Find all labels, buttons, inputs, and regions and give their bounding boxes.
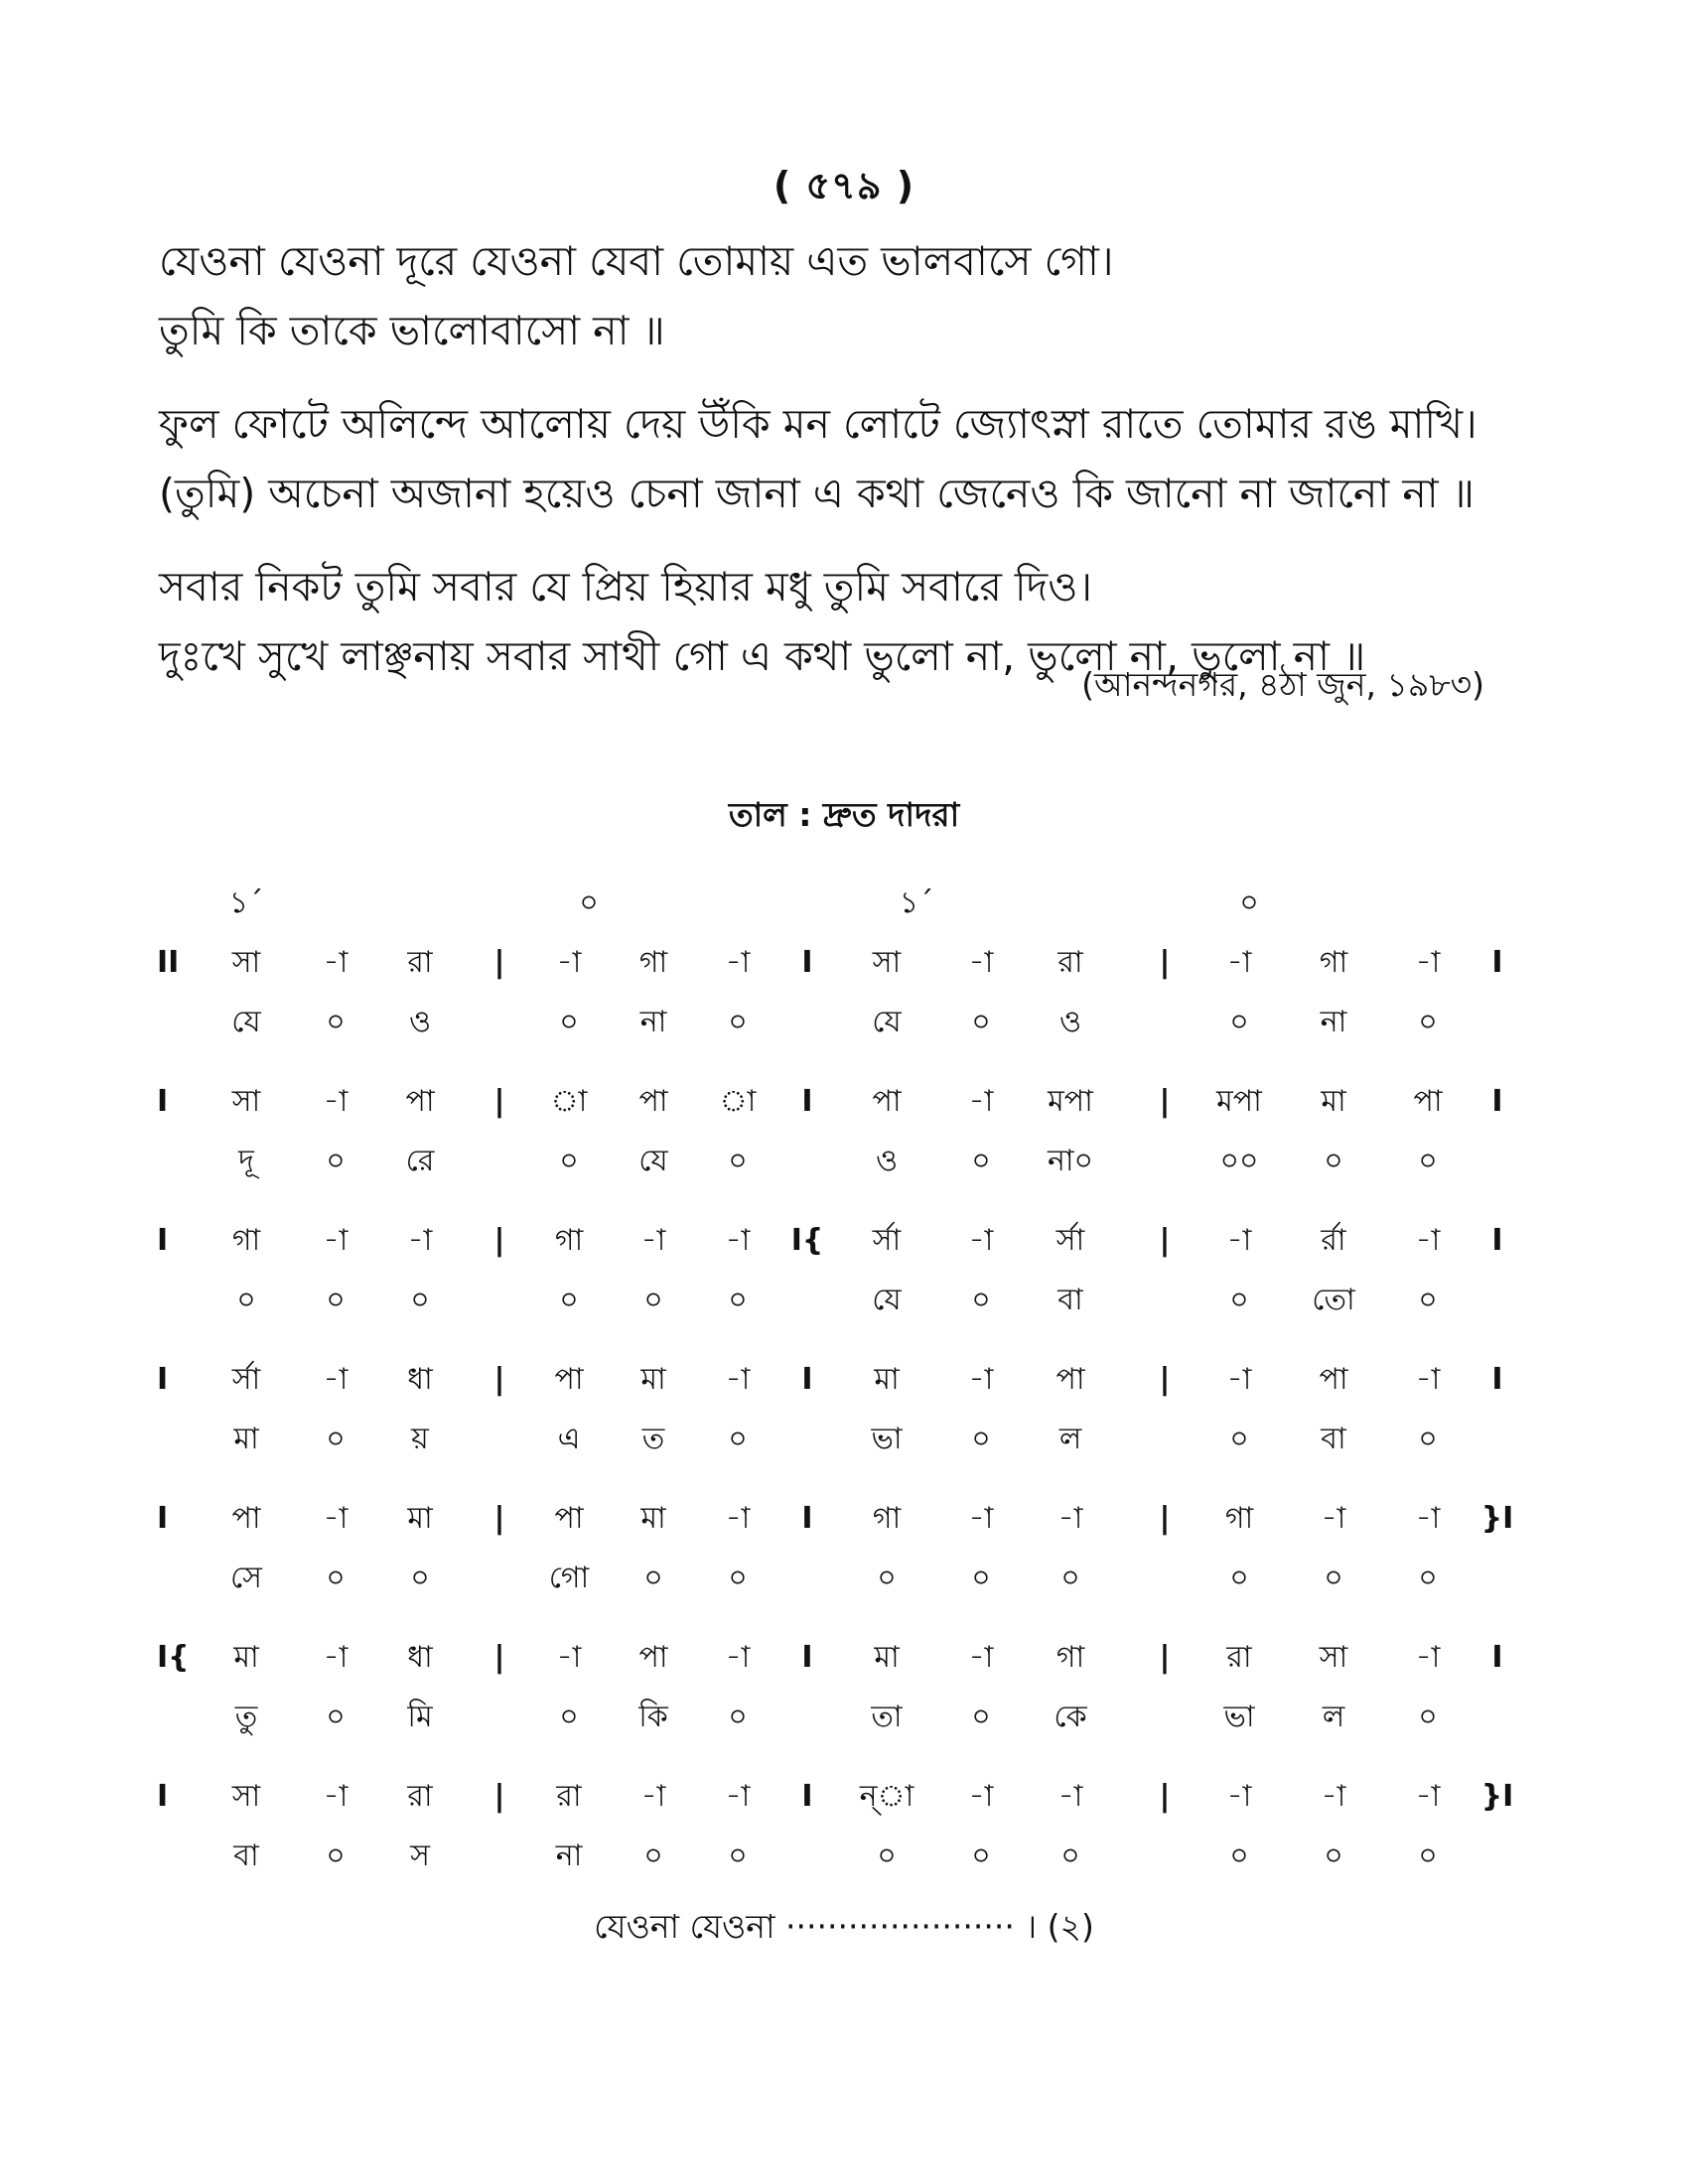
swara-cell: -া <box>725 1362 751 1397</box>
syllable-line <box>157 1827 1547 1886</box>
syllable-cell: যে <box>872 1283 902 1317</box>
syllable-cell: দূ <box>238 1144 254 1178</box>
syllable-cell: ০ <box>728 1005 748 1039</box>
lyrics-block <box>159 226 1569 715</box>
syllable-cell: ০ <box>728 1422 748 1456</box>
swara-cell: সা <box>231 1084 261 1119</box>
bar-open: I <box>157 1362 169 1397</box>
syllable-cell: ০ <box>1060 1561 1080 1595</box>
syllable-cell: ০ <box>1229 1283 1249 1317</box>
swara-line <box>157 933 1547 993</box>
syllable-cell: ০ <box>1418 1700 1438 1734</box>
syllable-line <box>157 1271 1547 1330</box>
swara-cell: া <box>550 1084 588 1119</box>
swara-cell: -া <box>1415 1501 1441 1536</box>
swara-cell: -া <box>1321 1779 1346 1814</box>
bar-divider: | <box>1159 1501 1171 1536</box>
swara-cell: মা <box>874 1640 900 1675</box>
bar-divider: I <box>801 1501 813 1536</box>
bar-divider: I{ <box>790 1223 824 1258</box>
syllable-cell: ০ <box>971 1561 991 1595</box>
syllable-cell: ০ <box>971 1144 991 1178</box>
footer-reference: যেওনা যেওনা ······················ । (২) <box>594 1907 1094 1946</box>
syllable-cell: বা <box>233 1839 259 1873</box>
notation-row <box>157 1350 1547 1469</box>
swara-cell: -া <box>323 1640 349 1675</box>
swara-cell: -া <box>323 1223 349 1258</box>
syllable-cell: বা <box>1057 1283 1083 1317</box>
swara-cell: রা <box>556 1779 582 1814</box>
swara-cell: -া <box>725 1779 751 1814</box>
lyric-line: সবার নিকট তুমি সবার যে প্রিয় হিয়ার মধু তুমি সবারে দিও। <box>159 563 1093 611</box>
syllable-cell: ০ <box>326 1700 346 1734</box>
syllable-cell: ০ <box>1060 1839 1080 1873</box>
syllable-cell: ০ <box>1324 1561 1343 1595</box>
syllable-cell: ০ <box>877 1839 897 1873</box>
swara-cell: -া <box>968 1779 994 1814</box>
swara-line <box>157 1767 1547 1827</box>
syllable-cell: ০ <box>326 1839 346 1873</box>
syllable-cell: ০ <box>1418 1283 1438 1317</box>
syllable-cell: যে <box>231 1005 261 1039</box>
bar-open: I <box>157 1084 169 1119</box>
lyric-line: তুমি কি তাকে ভালোবাসো না ॥ <box>159 307 665 354</box>
syllable-cell: ও <box>408 1005 432 1039</box>
syllable-cell: তো <box>1312 1283 1355 1317</box>
syllable-line <box>157 1688 1547 1747</box>
bar-divider: | <box>493 1640 505 1675</box>
bar-divider: | <box>493 1223 505 1258</box>
bar-open: I{ <box>157 1640 190 1675</box>
swara-cell: -া <box>1321 1501 1346 1536</box>
bar-close: }I <box>1480 1779 1514 1814</box>
syllable-cell: ত <box>641 1422 665 1456</box>
syllable-cell: ০ <box>728 1144 748 1178</box>
swara-cell: -া <box>968 1501 994 1536</box>
swara-cell: মা <box>640 1501 666 1536</box>
swara-cell: পা <box>231 1501 261 1536</box>
syllable-cell: ০ <box>728 1839 748 1873</box>
swara-cell: -া <box>1226 1779 1252 1814</box>
syllable-cell: ০ <box>971 1839 991 1873</box>
syllable-cell: ০ <box>410 1561 430 1595</box>
swara-cell: -া <box>1057 1779 1083 1814</box>
swara-cell: সা <box>231 945 261 980</box>
lyric-line: ফুল ফোটে অলিন্দে আলোয় দেয় উঁকি মন লোটে জ্যোৎস্না রাতে তোমার রঙ মাখি। <box>159 400 1477 448</box>
syllable-cell: তু <box>234 1700 258 1734</box>
swara-cell: -া <box>1057 1501 1083 1536</box>
swara-cell: গা <box>1055 1640 1085 1675</box>
dateline: (আনন্দনগর, ৪ঠা জুন, ১৯৮৩) <box>1081 665 1484 704</box>
syllable-cell: বা <box>1321 1422 1346 1456</box>
swara-cell: পা <box>1319 1362 1348 1397</box>
swara-cell: পা <box>1055 1362 1085 1397</box>
bar-divider: | <box>493 945 505 980</box>
swara-cell: রা <box>407 945 433 980</box>
swara-cell: রা <box>1057 945 1083 980</box>
syllable-cell: ০ <box>326 1422 346 1456</box>
syllable-cell: যে <box>638 1144 668 1178</box>
swara-cell: -া <box>1415 1362 1441 1397</box>
swara-cell: মা <box>407 1501 433 1536</box>
syllable-cell: ০ <box>559 1005 579 1039</box>
bar-divider: I <box>801 1640 813 1675</box>
swara-cell: -া <box>640 1779 666 1814</box>
lyric-line: যেওনা যেওনা দূরে যেওনা যেবা তোমায় এত ভালবাসে গো। <box>159 237 1114 285</box>
beat-mark: ১´ <box>899 886 934 920</box>
swara-cell: পা <box>554 1501 584 1536</box>
syllable-cell: ০ <box>1324 1839 1343 1873</box>
bar-divider: | <box>493 1084 505 1119</box>
swara-cell: -া <box>323 1779 349 1814</box>
syllable-cell: না০ <box>1047 1144 1094 1178</box>
notation-row <box>157 1489 1547 1608</box>
tala-heading: তাল : দ্রুত দাদরা <box>728 795 960 834</box>
syllable-cell: ০ <box>1418 1422 1438 1456</box>
syllable-cell: ০ <box>877 1561 897 1595</box>
notation-row <box>157 1211 1547 1330</box>
bar-divider: I <box>801 1084 813 1119</box>
swara-cell: -া <box>968 1640 994 1675</box>
syllable-cell: ০ <box>1229 1005 1249 1039</box>
swara-cell: -া <box>556 945 582 980</box>
syllable-cell: ০ <box>728 1561 748 1595</box>
syllable-cell: ০০ <box>1219 1144 1259 1178</box>
swara-cell: গা <box>231 1223 261 1258</box>
swara-cell: -া <box>640 1223 666 1258</box>
syllable-cell: ও <box>1058 1005 1082 1039</box>
syllable-cell: মা <box>233 1422 259 1456</box>
bar-close: I <box>1491 1640 1503 1675</box>
swara-cell: -া <box>968 945 994 980</box>
bar-close: I <box>1491 1084 1503 1119</box>
swara-cell: পা <box>638 1640 668 1675</box>
syllable-cell: ০ <box>643 1839 663 1873</box>
swara-cell: পা <box>1413 1084 1443 1119</box>
swara-cell: -া <box>1226 1362 1252 1397</box>
swara-cell: গা <box>554 1223 584 1258</box>
swara-cell: -া <box>556 1640 582 1675</box>
swara-cell: পা <box>872 1084 902 1119</box>
beat-marks-row <box>157 874 1547 933</box>
swara-cell: পা <box>554 1362 584 1397</box>
bar-close: }I <box>1480 1501 1514 1536</box>
bar-open: I <box>157 1779 169 1814</box>
notation-row <box>157 1767 1547 1886</box>
syllable-cell: য় <box>411 1422 429 1456</box>
notation-row <box>157 933 1547 1052</box>
bar-open: I <box>157 1223 169 1258</box>
syllable-cell: ০ <box>326 1005 346 1039</box>
syllable-cell: যে <box>872 1005 902 1039</box>
swara-cell: -া <box>323 945 349 980</box>
bar-divider: | <box>493 1779 505 1814</box>
syllable-cell: ০ <box>1418 1561 1438 1595</box>
syllable-cell: ০ <box>971 1700 991 1734</box>
swara-cell: পা <box>405 1084 435 1119</box>
swara-cell: সা <box>1319 1640 1348 1675</box>
syllable-cell: ০ <box>728 1283 748 1317</box>
bar-open: I <box>157 1501 169 1536</box>
syllable-cell: ০ <box>326 1144 346 1178</box>
swara-cell: গা <box>638 945 668 980</box>
syllable-cell: স <box>410 1839 430 1873</box>
syllable-cell: না <box>555 1839 583 1873</box>
syllable-cell: না <box>1320 1005 1347 1039</box>
syllable-cell: ল <box>1322 1700 1345 1734</box>
swara-cell: মপা <box>1048 1084 1093 1119</box>
bar-divider: | <box>1159 1223 1171 1258</box>
lyric-line: দুঃখে সুখে লাঞ্ছনায় সবার সাথী গো এ কথা ভুলো না, ভুলো না, ভুলো না ॥ <box>159 632 1366 680</box>
syllable-cell: ০ <box>971 1283 991 1317</box>
bar-close: I <box>1491 945 1503 980</box>
syllable-cell: ০ <box>236 1283 256 1317</box>
swara-cell: -া <box>725 1501 751 1536</box>
syllable-cell: গো <box>548 1561 590 1595</box>
syllable-cell: ল <box>1058 1422 1082 1456</box>
syllable-cell: ০ <box>410 1283 430 1317</box>
swara-cell: -া <box>323 1501 349 1536</box>
bar-divider: I <box>801 945 813 980</box>
swara-cell: -া <box>1415 1640 1441 1675</box>
bar-close: I <box>1491 1223 1503 1258</box>
swara-cell: গা <box>1224 1501 1254 1536</box>
syllable-cell: ০ <box>559 1700 579 1734</box>
bar-divider: | <box>1159 1084 1171 1119</box>
swara-cell: রা <box>1226 1640 1252 1675</box>
swara-cell: ন্‌া <box>859 1779 914 1814</box>
swara-cell: গা <box>872 1501 902 1536</box>
swara-cell: ধা <box>407 1640 433 1675</box>
swara-cell: -া <box>968 1362 994 1397</box>
swara-cell: রা <box>407 1779 433 1814</box>
syllable-cell: ০ <box>1418 1005 1438 1039</box>
swara-line <box>157 1489 1547 1549</box>
syllable-cell: না <box>639 1005 667 1039</box>
syllable-cell: ০ <box>1324 1144 1343 1178</box>
swara-cell: ধা <box>407 1362 433 1397</box>
syllable-cell: ০ <box>326 1561 346 1595</box>
swara-cell: -া <box>725 1223 751 1258</box>
lyric-stanza <box>159 226 1569 365</box>
syllable-cell: ও <box>875 1144 899 1178</box>
bar-divider: | <box>493 1501 505 1536</box>
swara-cell: -া <box>1226 1223 1252 1258</box>
bar-open: II <box>157 945 180 980</box>
syllable-cell: কি <box>638 1700 668 1734</box>
swara-cell: সা <box>872 945 902 980</box>
bar-divider: | <box>1159 1779 1171 1814</box>
syllable-cell: এ <box>557 1422 581 1456</box>
beat-mark: ১´ <box>228 886 264 920</box>
syllable-cell: ০ <box>643 1561 663 1595</box>
swara-cell: া <box>719 1084 757 1119</box>
syllable-cell: ০ <box>1418 1144 1438 1178</box>
syllable-cell: তা <box>871 1700 903 1734</box>
syllable-cell: ০ <box>971 1422 991 1456</box>
swara-cell: মা <box>874 1362 900 1397</box>
swara-cell: -া <box>1415 1223 1441 1258</box>
bar-divider: I <box>801 1779 813 1814</box>
swara-cell: -া <box>1415 1779 1441 1814</box>
beat-mark: ০ <box>579 886 599 920</box>
swara-cell: র্রা <box>1321 1223 1346 1258</box>
swara-cell: গা <box>1319 945 1348 980</box>
lyric-line: (তুমি) অচেনা অজানা হয়েও চেনা জানা এ কথা জেনেও কি জানো না জানো না ॥ <box>159 470 1475 517</box>
swara-cell: র্সা <box>1055 1223 1085 1258</box>
swara-line <box>157 1072 1547 1132</box>
swara-cell: -া <box>407 1223 433 1258</box>
syllable-cell: ০ <box>728 1700 748 1734</box>
syllable-cell: ০ <box>1229 1839 1249 1873</box>
swara-cell: পা <box>638 1084 668 1119</box>
swara-cell: -া <box>725 945 751 980</box>
swara-cell: র্সা <box>872 1223 902 1258</box>
notation-row <box>157 1072 1547 1191</box>
swara-cell: মা <box>1321 1084 1346 1119</box>
swara-cell: র্সা <box>231 1362 261 1397</box>
swara-cell: -া <box>968 1223 994 1258</box>
swara-line <box>157 1350 1547 1410</box>
syllable-cell: ভা <box>871 1422 903 1456</box>
syllable-cell: ভা <box>1223 1700 1255 1734</box>
syllable-cell: ০ <box>559 1283 579 1317</box>
swara-cell: মা <box>233 1640 259 1675</box>
syllable-cell: ০ <box>971 1005 991 1039</box>
bar-close: I <box>1491 1362 1503 1397</box>
swara-cell: -া <box>1226 945 1252 980</box>
syllable-cell: ০ <box>326 1283 346 1317</box>
syllable-cell: মি <box>407 1700 433 1734</box>
notation-row <box>157 1628 1547 1747</box>
bar-divider: | <box>1159 1362 1171 1397</box>
syllable-cell: সে <box>230 1561 262 1595</box>
swara-cell: -া <box>323 1084 349 1119</box>
bar-divider: | <box>493 1362 505 1397</box>
page-number: ( ৫৭৯ ) <box>773 164 915 207</box>
swara-cell: -া <box>968 1084 994 1119</box>
bar-divider: | <box>1159 1640 1171 1675</box>
bar-divider: | <box>1159 945 1171 980</box>
syllable-line <box>157 993 1547 1052</box>
syllable-line <box>157 1132 1547 1191</box>
lyric-stanza <box>159 389 1569 528</box>
swara-line <box>157 1628 1547 1688</box>
swara-cell: সা <box>231 1779 261 1814</box>
syllable-line <box>157 1549 1547 1608</box>
swara-cell: -া <box>323 1362 349 1397</box>
beat-mark: ০ <box>1239 886 1259 920</box>
notation-table <box>157 874 1547 1906</box>
swara-cell: -া <box>1415 945 1441 980</box>
syllable-cell: ০ <box>1229 1561 1249 1595</box>
syllable-cell: ০ <box>643 1283 663 1317</box>
swara-cell: মা <box>640 1362 666 1397</box>
syllable-line <box>157 1410 1547 1469</box>
syllable-cell: ০ <box>1418 1839 1438 1873</box>
syllable-cell: রে <box>405 1144 435 1178</box>
swara-cell: মপা <box>1216 1084 1262 1119</box>
swara-cell: -া <box>725 1640 751 1675</box>
syllable-cell: ০ <box>559 1144 579 1178</box>
swara-line <box>157 1211 1547 1271</box>
syllable-cell: কে <box>1054 1700 1087 1734</box>
bar-divider: I <box>801 1362 813 1397</box>
syllable-cell: ০ <box>1229 1422 1249 1456</box>
